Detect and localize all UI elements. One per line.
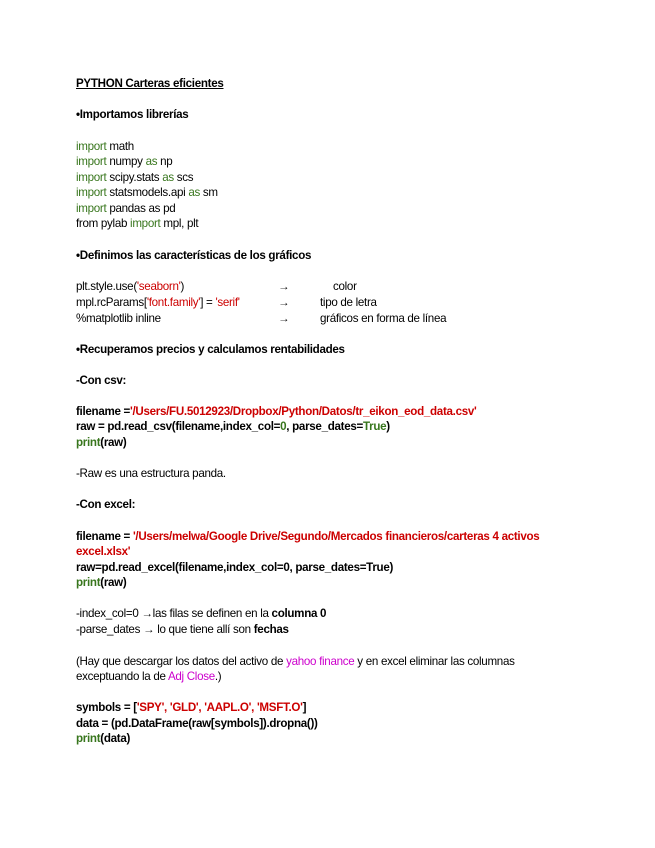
highlighted-term: Adj Close <box>167 670 215 683</box>
code-text: filename = <box>76 530 133 543</box>
note-index-col <box>76 607 326 621</box>
note-parse-dates <box>76 623 289 637</box>
note-text: y en excel eliminar las columnas <box>354 655 515 668</box>
code-line-csv-filename <box>76 405 476 419</box>
style-description: tipo de letra <box>320 296 377 309</box>
code-text: symbols = [ <box>76 701 137 714</box>
note-text: .) <box>214 670 222 683</box>
subsection-heading-excel: -Con excel: <box>76 498 136 511</box>
keyword: as <box>145 155 158 168</box>
code-line-excel-filename <box>76 530 539 544</box>
code-text: math <box>106 140 134 153</box>
keyword: import <box>76 171 107 184</box>
string-literal: 'SPY', 'GLD', 'AAPL.O', 'MSFT.O' <box>136 701 303 714</box>
note-text: exceptuando la de <box>76 670 168 683</box>
keyword: as <box>188 186 200 199</box>
string-literal: 'seaborn' <box>136 280 181 293</box>
code-line-excel-filename-cont <box>76 545 130 559</box>
note-text: (Hay que descargar los datos del activo de <box>76 655 287 668</box>
keyword: print <box>76 576 101 589</box>
note-text: -parse_dates → lo que tiene allí son <box>76 623 254 636</box>
code-text: scs <box>173 171 194 184</box>
code-line-import-scipy <box>76 171 193 185</box>
style-description: color <box>333 280 357 293</box>
code-text: (raw) <box>100 576 127 589</box>
string-literal: excel.xlsx' <box>76 545 131 558</box>
number-literal: 0 <box>280 420 287 433</box>
string-literal: '/Users/melwa/Google Drive/Segundo/Mercados financieros/carteras 4 activos <box>132 530 540 543</box>
note-text: -index_col=0 →las filas se definen en la <box>76 607 272 620</box>
code-line-symbols <box>76 701 306 715</box>
arrow-icon: → <box>278 280 290 293</box>
code-text: ] <box>302 701 307 714</box>
code-text: raw = pd.read_csv(filename,index_col= <box>76 420 281 433</box>
keyword: import <box>76 202 107 215</box>
keyword: print <box>76 436 101 449</box>
code-text: , parse_dates= <box>286 420 363 433</box>
paren-note-line1 <box>76 655 515 669</box>
paren-note-line2 <box>76 670 221 684</box>
keyword: import <box>76 140 107 153</box>
code-text: from pylab <box>76 217 131 230</box>
code-text: pandas as pd <box>106 202 176 215</box>
code-text: filename = <box>76 405 131 418</box>
code-text: ] = <box>200 296 216 309</box>
string-literal: 'serif' <box>215 296 240 309</box>
code-line-read-csv <box>76 420 390 434</box>
section-heading-imports: •Importamos librerías <box>76 108 189 121</box>
style-row-color <box>76 280 576 294</box>
code-text: scipy.stats <box>106 171 163 184</box>
code-line-import-numpy <box>76 155 172 169</box>
style-row-inline <box>76 312 576 326</box>
note-emphasis: columna 0 <box>271 607 327 620</box>
keyword: True <box>362 420 387 433</box>
code-text: mpl, plt <box>160 217 199 230</box>
code-line-print-data <box>76 732 130 746</box>
code-text: mpl.rcParams[ <box>76 296 147 309</box>
keyword: import <box>130 217 161 230</box>
note-emphasis: fechas <box>253 623 289 636</box>
code-text: sm <box>199 186 218 199</box>
code-line-import-math <box>76 140 134 154</box>
code-text: statsmodels.api <box>106 186 189 199</box>
section-heading-prices: •Recuperamos precios y calculamos rentabilidades <box>76 343 345 356</box>
code-text: numpy <box>106 155 146 168</box>
code-line-dataframe: data = (pd.DataFrame(raw[symbols]).dropna()) <box>76 717 318 730</box>
keyword: import <box>76 155 107 168</box>
string-literal: '/Users/FU.5012923/Dropbox/Python/Datos/tr_eikon_eod_data.csv' <box>130 405 477 418</box>
csv-note: -Raw es una estructura panda. <box>76 467 226 480</box>
subsection-heading-csv: -Con csv: <box>76 374 127 387</box>
arrow-icon: → <box>278 296 290 309</box>
arrow-icon: → <box>278 312 290 325</box>
document-title: PYTHON Carteras eficientes <box>76 77 224 90</box>
keyword: import <box>76 186 107 199</box>
keyword: as <box>162 171 174 184</box>
code-text: %matplotlib inline <box>76 312 161 325</box>
code-text: ) <box>180 280 185 293</box>
section-heading-charts: •Definimos las características de los gráficos <box>76 249 312 262</box>
string-literal: 'font.family' <box>146 296 201 309</box>
code-text: (data) <box>100 732 131 745</box>
highlighted-term: yahoo finance <box>286 655 355 668</box>
code-text: plt.style.use( <box>76 280 137 293</box>
code-text: np <box>157 155 173 168</box>
code-line-read-excel: raw=pd.read_excel(filename,index_col=0, parse_dates=True) <box>76 561 394 574</box>
code-line-print-raw <box>76 436 126 450</box>
style-row-font <box>76 296 576 310</box>
code-line-import-pylab <box>76 217 198 231</box>
code-text: ) <box>386 420 390 433</box>
code-line-import-statsmodels <box>76 186 218 200</box>
code-line-print-raw-excel <box>76 576 126 590</box>
style-description: gráficos en forma de línea <box>320 312 447 325</box>
keyword: print <box>76 732 101 745</box>
code-text: (raw) <box>100 436 127 449</box>
code-line-import-pandas <box>76 202 175 216</box>
